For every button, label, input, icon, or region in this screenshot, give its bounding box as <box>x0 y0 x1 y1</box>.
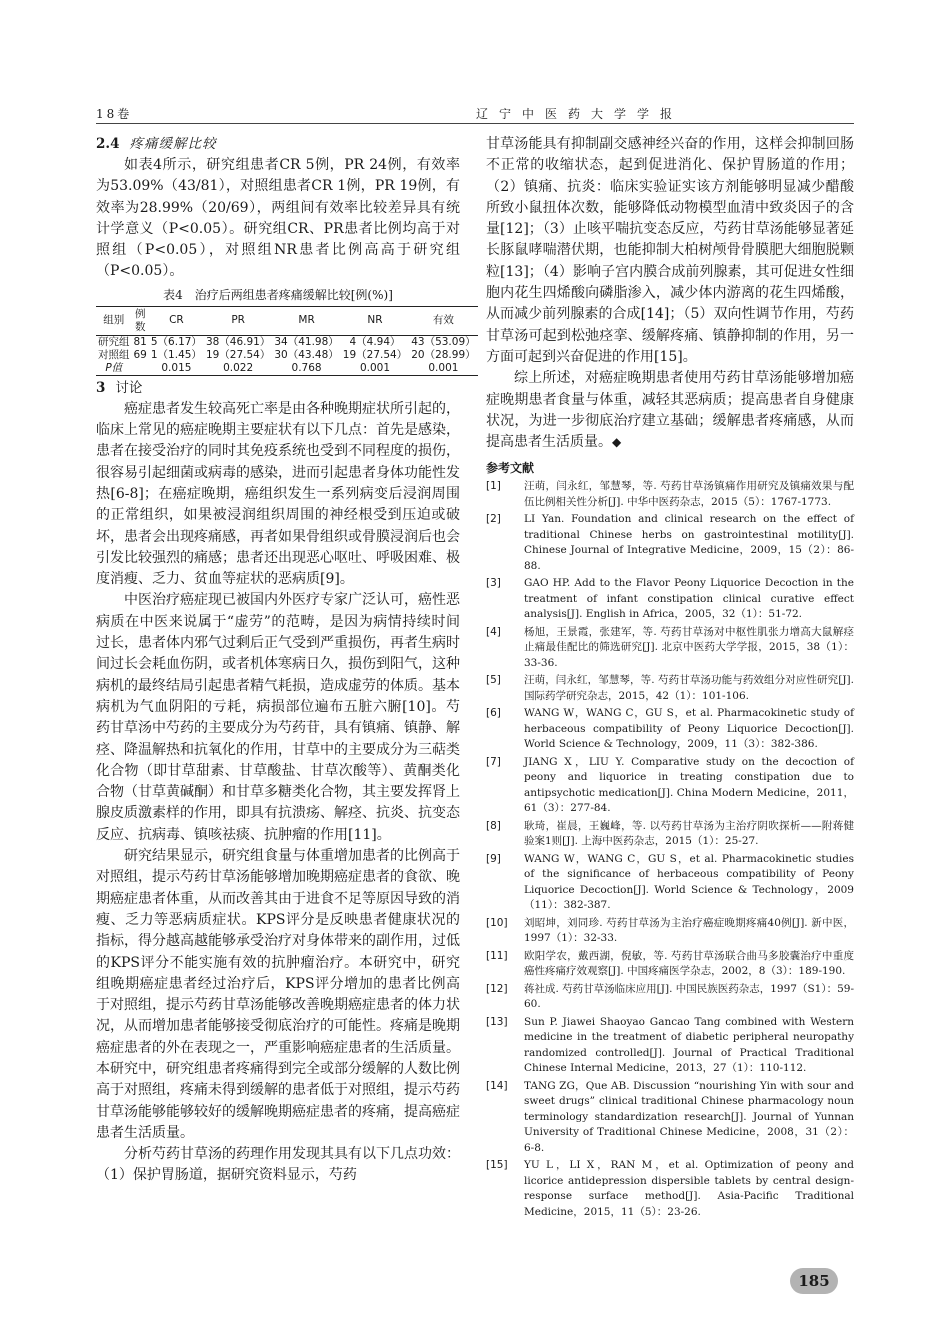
reference-item <box>486 576 854 623</box>
journal-title: 辽宁中医药大学学报 <box>476 107 684 121</box>
section-number: 3 <box>96 379 106 396</box>
reference-item <box>486 479 854 510</box>
reference-item <box>486 1158 854 1220</box>
section-3-heading <box>96 378 460 399</box>
reference-text: 耿琦，崔晨，王巍峰，等. 以芍药甘草汤为主治疗阴吹探析——附蒋健验案1则[J]. 上海中医药杂志，2015（1）：25-27. <box>524 819 854 848</box>
reference-number: [8] <box>486 819 501 832</box>
table-cell: 0.015 <box>149 362 204 376</box>
section-2-4-heading <box>96 134 460 155</box>
table-cell: 5（6.17） <box>150 335 202 348</box>
reference-number: [9] <box>486 852 501 865</box>
reference-item <box>486 916 854 947</box>
reference-text: LI Yan. Foundation and clinical research on the effect of traditional Chinese herbs on gastrointestinal motility[J]. Chinese Journal of Integrative Medicine，2009，15（2）：86-88. <box>524 513 854 572</box>
table-cell: 0.001 <box>409 362 477 376</box>
table-cell: 19（27.54） <box>205 348 271 361</box>
table-cell: 0.768 <box>272 362 340 376</box>
table-cell: 81 <box>133 335 147 348</box>
running-header <box>96 103 854 124</box>
reference-text: 蒋社成. 芍药甘草汤临床应用[J]. 中国民族医药杂志，1997（S1）：59-60. <box>524 982 855 1011</box>
reference-item <box>486 512 854 574</box>
table-cell: 0.022 <box>204 362 272 376</box>
table-cell: 43（53.09） <box>411 335 476 348</box>
reference-item <box>486 852 854 914</box>
reference-number: [4] <box>486 625 501 638</box>
reference-item <box>486 625 854 672</box>
reference-number: [15] <box>486 1159 508 1172</box>
discussion-paragraph-5: 甘草汤能具有抑制副交感神经兴奋的作用，这样会抑制回肠不正常的收缩状态，起到促进消化、保护胃肠道的作用；（2）镇痛、抗炎：临床实验证实该方剂能够明显减少醋酸所致小鼠扭体次数，能够降低动物模型血清中致炎因子的含量[12]；（3）止咳平喘抗变态反应，芍药甘草汤能够显著延长豚鼠哮喘潜伏期，也能抑制大柏树颅骨骨膜肥大细胞脱颗粒[13]；（4）影响子宫内膜合成前列腺素，其可促进女性细胞内花生四烯酸向磷脂渗入，减少体内游离的花生四烯酸，从而减少前列腺素的合成[14]；（5）双向性调节作用，芍药甘草汤可起到松弛痉挛、缓解疼痛、镇静抑制的作用，另一方面可起到兴奋促进的作用[15]。 <box>486 136 854 365</box>
reference-number: [11] <box>486 949 508 962</box>
table-4 <box>96 306 478 376</box>
table-header-row <box>96 306 478 335</box>
discussion-paragraph-1: 癌症患者发生较高死亡率是由各种晚期症状所引起的，临床上常见的癌症晚期主要症状有以下几点：首先是感染，患者在接受治疗的同时其免疫系统也受到不同程度的损伤，很容易引起细菌或病毒的感染，进而引起患者身体功能性发热[6-8]；在癌症晚期，癌组织发生一系列病变后浸润周围的正常组织，如果被浸润组织周围的神经根受到压迫或破坏，患者会出现疼痛感，再者如果骨组织或骨膜浸润后也会引发比较强烈的痛感；患者还出现恶心呕吐、呼吸困难、极度消瘦、乏力、贫血等症状的恶病质[9]。 <box>96 400 460 588</box>
reference-text: 汪萌，闫永红，邹慧琴，等. 芍药甘草汤镇痛作用研究及镇痛效果与配伍比例相关性分析[J]. 中华中医药杂志，2015（5）：1767-1773. <box>524 480 854 508</box>
section-title: 讨论 <box>115 379 143 396</box>
reference-item <box>486 1015 854 1077</box>
reference-number: [2] <box>486 513 501 526</box>
table-cell: 38（46.91） <box>205 335 271 348</box>
table-header-cell: 有效 <box>409 306 477 335</box>
reference-text: TANG ZG，Que AB. Discussion “nourishing Yin with sour and sweet drugs” clinical traditional Chinese pharmacology noun terminology standardization research[J]. Journal of Yunnan University of Traditional Chinese Medicine，2008，31（2）：6-8. <box>524 1079 854 1154</box>
right-column <box>486 134 854 1222</box>
table-header-cell: 组别 <box>96 306 132 335</box>
reference-number: [7] <box>486 755 501 768</box>
reference-item <box>486 706 854 753</box>
table-header-cell: PR <box>204 306 272 335</box>
table-header-cell: MR <box>272 306 340 335</box>
discussion-paragraph-4: 分析芍药甘草汤的药理作用发现其具有以下几点功效：（1）保护胃肠道，据研究资料显示，芍药 <box>96 1146 460 1184</box>
section-2-4-paragraph: 如表4所示，研究组患者CR 5例，PR 24例，有效率为53.09%（43/81），对照组患者CR 1例，PR 19例，有效率为28.99%（20/69），两组间有效率比较差异具有统计学意义（P<0.05）。研究组CR、PR患者比例均高于对照组（P<0.05），对照组NR患者比例高高于研究组（P<0.05）。 <box>96 157 460 280</box>
reference-text: GAO HP. Add to the Flavor Peony Liquorice Decoction in the treatment of infant constipation clinical curative effect analysis[J]. English in Africa，2005，32（1）：51-72. <box>524 577 854 621</box>
conclusion-paragraph <box>486 368 854 453</box>
reference-text: JIANG X，LIU Y. Comparative study on the decoction of peony and liquorice in treating constipation due to antipsychotic medication[J]. China Modern Medicine，2011，61（3）：277-84. <box>524 755 854 815</box>
reference-text: 刘昭坤，刘同珍. 芍药甘草汤为主治疗癌症晚期疼痛40例[J]. 新中医，1997（1）：32-33. <box>524 916 854 945</box>
table-row <box>96 362 478 376</box>
section-number: 2.4 <box>96 136 120 152</box>
table-cell: 30（43.48） <box>274 348 339 361</box>
reference-item <box>486 673 854 704</box>
table-cell: 69 <box>133 348 147 361</box>
end-mark-icon: ◆ <box>612 435 622 450</box>
reference-item <box>486 949 854 980</box>
section-title: 疼痛缓解比较 <box>129 136 217 152</box>
reference-text: WANG W，WANG C，GU S，et al. Pharmacokinetic studies of the significance of herbaceous compatibility of Peony Liquorice Decoction[J]. World Science & Technology，2009（11）：382-387. <box>524 852 854 912</box>
volume-label: 18卷 <box>96 107 133 121</box>
reference-item <box>486 819 854 850</box>
table-row <box>96 335 478 349</box>
reference-number: [13] <box>486 1015 508 1028</box>
table-cell: P值 <box>96 362 132 376</box>
reference-number: [5] <box>486 674 501 687</box>
table-body <box>96 335 478 375</box>
table-header-cell: CR <box>149 306 204 335</box>
reference-number: [10] <box>486 916 508 929</box>
table-cell: 研究组 <box>98 335 130 348</box>
table-cell: 19（27.54） <box>342 348 408 361</box>
table-cell <box>132 362 149 376</box>
reference-text: WANG W，WANG C，GU S，et al. Pharmacokinetic study of herbaceous compatibility of Peony Liquorice Decoction[J]. World Science & Technology，2009，11（3）：382-386. <box>524 707 854 751</box>
reference-list <box>486 479 854 1220</box>
table-header-cell: 例数 <box>132 306 149 335</box>
references-heading: 参考文献 <box>486 461 535 476</box>
reference-text: 杨旭，王景霞，张建军，等. 芍药甘草汤对中枢性肌张力增高大鼠解痉止痛最佳配比的筛选研究[J]. 北京中医药大学学报，2015，38（1）：33-36. <box>524 625 854 669</box>
reference-number: [14] <box>486 1079 508 1092</box>
page-number: 185 <box>790 1268 838 1294</box>
table-cell: 1（1.45） <box>150 348 202 361</box>
reference-text: YU L，LI X，RAN M，et al. Optimization of peony and licorice antidepression dispersible tablets by central design-response surface method[J]. Asia-Pacific Traditional Medicine，2015，11（5）：23-26. <box>524 1159 854 1218</box>
reference-item <box>486 755 854 817</box>
reference-number: [6] <box>486 707 501 720</box>
table-cell: 20（28.99） <box>411 348 476 361</box>
reference-number: [3] <box>486 577 501 590</box>
left-column <box>96 134 476 1187</box>
reference-item <box>486 1079 854 1157</box>
reference-text: 汪萌，闫永红，邹慧琴，等. 芍药甘草汤功能与药效组分对应性研究[J]. 国际药学研究杂志，2015，42（1）：101-106. <box>524 674 854 702</box>
table-cell: 34（41.98） <box>274 335 339 348</box>
table-header-cell: NR <box>341 306 409 335</box>
reference-number: [12] <box>486 982 508 995</box>
table-cell: 0.001 <box>341 362 409 376</box>
table-cell: 对照组 <box>98 348 130 361</box>
reference-item <box>486 982 854 1013</box>
discussion-paragraph-2: 中医治疗癌症现已被国内外医疗专家广泛认可，癌性恶病质在中医来说属于“虚劳”的范畴，是因为病情持续时间过长，患者体内邪气过剩后正气受到严重损伤，再者生病时间过长会耗血伤阴，或者机体寒病日久，损伤到阳气，这种病机的最终结局引起患者精气耗损，造成虚劳的体质。基本病机为气血阴阳的亏耗，病损部位遍布五脏六腑[10]。芍药甘草汤中芍药的主要成分为芍药苷，具有镇痛、镇静、解痉、降温解热和抗氧化的作用，甘草中的主要成分为三萜类化合物（即甘草甜素、甘草酸盐、甘草次酸等）、黄酮类化合物（甘草黄碱酮）和甘草多糖类化合物，其主要发挥肾上腺皮质激素样的作用，即具有抗溃疡、解痉、抗炎、抗变态反应、抗病毒、镇咳祛痰、抗肿瘤的作用[11]。 <box>96 592 460 843</box>
reference-text: 欧阳学农，戴西湖，倪敏，等. 芍药甘草汤联合曲马多胶囊治疗中重度癌性疼痛疗效观察[J]. 中国疼痛医学杂志，2002，8（3）：189-190. <box>524 949 854 978</box>
reference-text: Sun P. Jiawei Shaoyao Gancao Tang combined with Western medicine in the treatment of diabetic peripheral neuropathy randomized controlled[J]. Journal of Practical Traditional Chinese Internal Medicine，2013，27（1）：110-112. <box>524 1015 854 1075</box>
table-cell: 4（4.94） <box>349 335 401 348</box>
table-row <box>96 349 478 362</box>
discussion-paragraph-3: 研究结果显示，研究组食量与体重增加患者的比例高于对照组，提示芍药甘草汤能够增加晚期癌症患者的食欲、晚期癌症患者体重，从而改善其由于进食不足等原因导致的消瘦、乏力等恶病质症状。KPS评分是反映患者健康状况的指标，得分越高越能够承受治疗对身体带来的副作用，过低的KPS评分不能实施有效的抗肿瘤治疗。本研究中，研究组晚期癌症患者经过治疗后，KPS评分增加的患者比例高于对照组，提示芍药甘草汤能够改善晚期癌症患者的体力状况，从而增加患者能够接受彻底治疗的可能性。疼痛是晚期癌症患者的外在表现之一，严重影响癌症患者的生活质量。本研究中，研究组患者疼痛得到完全或部分缓解的人数比例高于对照组，疼痛未得到缓解的患者低于对照组，提示芍药甘草汤能够能够较好的缓解晚期癌症患者的疼痛，提高癌症患者生活质量。 <box>96 848 460 1141</box>
reference-number: [1] <box>486 480 501 493</box>
conclusion-text: 综上所述，对癌症晚期患者使用芍药甘草汤能够增加癌症晚期患者食量与体重，减轻其恶病质；提高患者自身健康状况，为进一步彻底治疗建立基础；缓解患者疼痛感，从而提高患者生活质量。 <box>486 370 854 451</box>
table-4-caption: 表4 治疗后两组患者疼痛缓解比较[例(%)] <box>163 287 393 302</box>
